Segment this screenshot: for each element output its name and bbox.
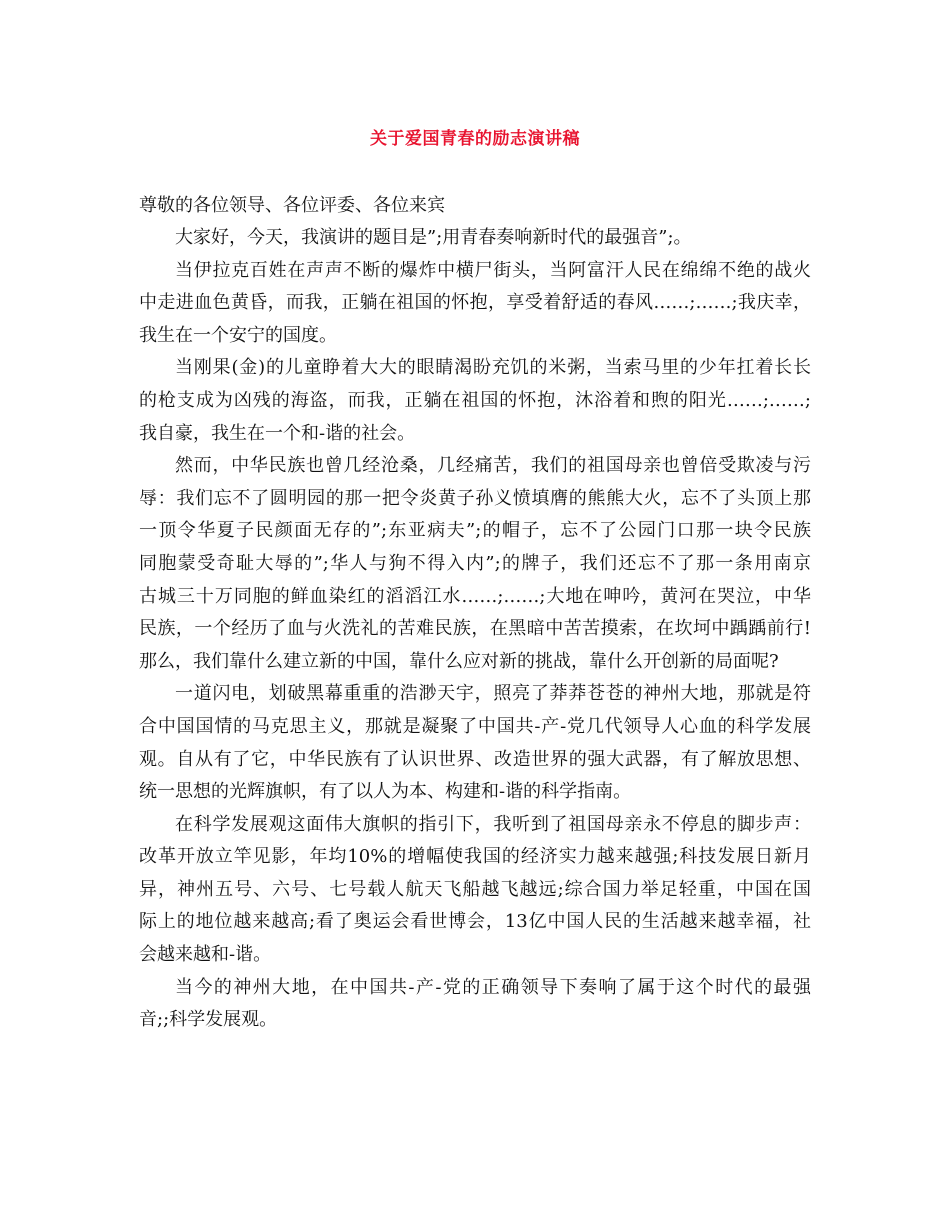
paragraph-line: 我自豪，我生在一个和-谐的社会。 (139, 422, 416, 444)
paragraph-line: 当刚果(金)的儿童睁着大大的眼睛渴盼充饥的米粥，当索马里的少年扛着长长 (175, 357, 811, 379)
paragraph (139, 450, 811, 678)
paragraph-line: 当伊拉克百姓在声声不断的爆炸中横尸街头，当阿富汗人民在绵绵不绝的战火 (175, 259, 811, 281)
document-body (139, 190, 811, 1037)
paragraph-line: 民族，一个经历了血与火洗礼的苦难民族，在黑暗中苦苦摸索，在坎坷中踽踽前行! (139, 618, 811, 640)
paragraph-list (139, 222, 811, 1037)
paragraph-line: 观。自从有了它，中华民族有了认识世界、改造世界的强大武器，有了解放思想、 (139, 748, 811, 770)
paragraph-line: 中走进血色黄昏，而我，正躺在祖国的怀抱，享受着舒适的春风……;……;我庆幸， (139, 292, 811, 314)
paragraph-line: 那么，我们靠什么建立新的中国，靠什么应对新的挑战，靠什么开创新的局面呢? (139, 650, 779, 672)
paragraph-line: 我生在一个安宁的国度。 (139, 324, 337, 346)
paragraph (139, 809, 811, 972)
paragraph (139, 352, 811, 450)
paragraph (139, 255, 811, 353)
paragraph-line: 一道闪电，划破黑幕重重的浩渺天宇，照亮了莽莽苍苍的神州大地，那就是符 (175, 683, 811, 705)
paragraph (139, 972, 811, 1037)
paragraph-line: 当今的神州大地，在中国共-产-党的正确领导下奏响了属于这个时代的最强 (175, 976, 811, 998)
paragraph-line: 古城三十万同胞的鲜血染红的滔滔江水……;……;大地在呻吟，黄河在哭泣，中华 (139, 585, 811, 607)
paragraph-line: 然而，中华民族也曾几经沧桑，几经痛苦，我们的祖国母亲也曾倍受欺凌与污 (175, 455, 811, 477)
paragraph-line: 的枪支成为凶残的海盗，而我，正躺在祖国的怀抱，沐浴着和煦的阳光……;……; (139, 389, 811, 411)
paragraph-line: 异，神州五号、六号、七号载人航天飞船越飞越远;综合国力举足轻重，中国在国 (139, 878, 811, 900)
paragraph-line: 会越来越和-谐。 (139, 944, 272, 966)
paragraph (139, 678, 811, 808)
paragraph (139, 222, 811, 255)
paragraph-line: 音;;科学发展观。 (139, 1009, 278, 1031)
paragraph-line: 合中国国情的马克思主义，那就是凝聚了中国共-产-党几代领导人心血的科学发展 (139, 715, 811, 737)
paragraph-line: 同胞蒙受奇耻大辱的”;华人与狗不得入内”;的牌子，我们还忘不了那一条用南京 (139, 552, 811, 574)
document-title: 关于爱国青春的励志演讲稿 (370, 129, 580, 149)
salutation: 尊敬的各位领导、各位评委、各位来宾 (139, 195, 445, 216)
paragraph-line: 际上的地位越来越高;看了奥运会看世博会，13亿中国人民的生活越来越幸福，社 (139, 911, 811, 933)
paragraph-line: 辱：我们忘不了圆明园的那一把令炎黄子孙义愤填膺的熊熊大火，忘不了头顶上那 (139, 487, 811, 509)
paragraph-line: 统一思想的光辉旗帜，有了以人为本、构建和-谐的科学指南。 (139, 781, 632, 803)
paragraph-line: 大家好，今天，我演讲的题目是”;用青春奏响新时代的最强音”;。 (175, 227, 692, 248)
paragraph-line: 改革开放立竿见影，年均10%的增幅使我国的经济实力越来越强;科技发展日新月 (139, 846, 811, 868)
paragraph-line: 在科学发展观这面伟大旗帜的指引下，我听到了祖国母亲永不停息的脚步声： (175, 813, 811, 835)
paragraph-line: 一顶令华夏子民颜面无存的”;东亚病夫”;的帽子，忘不了公园门口那一块令民族 (139, 520, 811, 542)
